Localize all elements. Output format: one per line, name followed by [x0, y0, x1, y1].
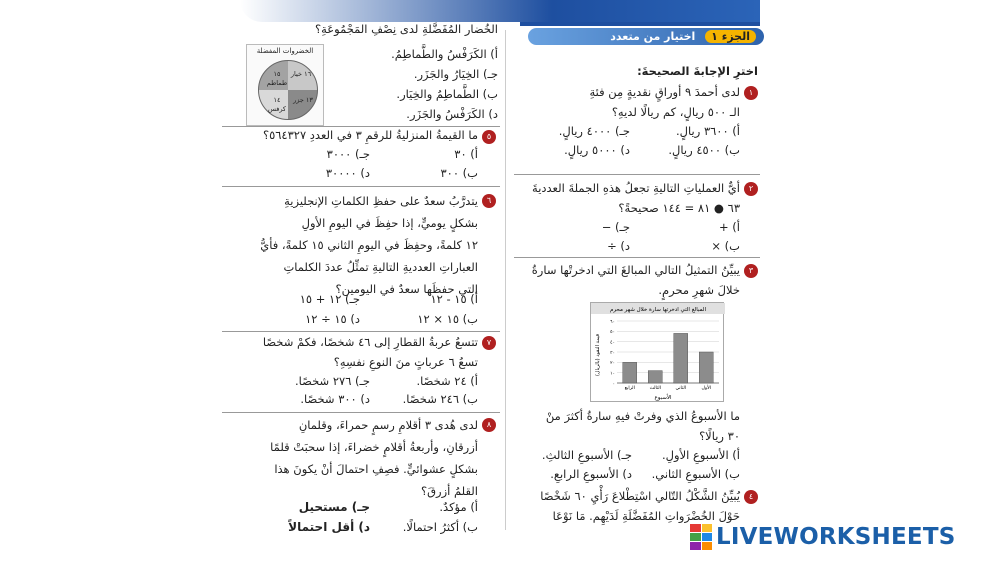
q1-option-d[interactable]: د) ٥٠٠٠ ريالٍ.	[564, 143, 630, 157]
q8-option-b[interactable]: ب) أكثرُ احتمالًا.	[402, 520, 478, 534]
q5-option-b[interactable]: ب) ٣٠٠	[440, 166, 478, 180]
q1-line: الـ ٥٠٠ ريالٍ، كم ريالًا لديهِ؟	[611, 105, 740, 119]
liveworksheets-logo	[690, 522, 955, 552]
chart-ytick-label: ٢٠	[610, 361, 615, 367]
q6-option-d[interactable]: د) ١٥ ÷ ١٢	[305, 312, 360, 326]
pie-slice-tomato: ١٥ طماطم	[266, 70, 288, 87]
q4-options	[330, 44, 498, 124]
q4-continuation	[228, 22, 498, 36]
q6-line: بشكلٍ يوميٍّ، إذا حفِظَ في اليومِ الأولِ	[301, 216, 478, 230]
q2-option-c[interactable]: جـ) −	[601, 220, 630, 234]
q6-option-c[interactable]: جـ) ١٢ + ١٥	[299, 292, 360, 306]
q3-option-a[interactable]: أ) الأسبوعِ الأولِ.	[662, 448, 740, 462]
top-banner-line	[520, 22, 760, 26]
column-divider	[505, 30, 506, 530]
q8-option-a[interactable]: أ) مؤكدٌ.	[439, 500, 478, 514]
q3-text	[514, 260, 740, 300]
q7-line: تتسعُ عربةُ القطارِ إلى ٤٦ شخصًا، فكمْ شخصًا	[262, 335, 478, 349]
q6-line: التي حفظَها سعدٌ في اليومين؟	[335, 282, 478, 296]
q1-number-badge: ١	[744, 86, 758, 100]
q5-option-d[interactable]: د) ٣٠٠٠٠	[325, 166, 370, 180]
q5-number-badge: ٥	[482, 130, 496, 144]
chart-category-label: الثاني	[675, 386, 687, 391]
chart-bar	[699, 352, 713, 383]
q6-line: ١٢ كلمةً، وحفِظَ في اليومِ الثاني ١٥ كلمةً، فأيُّ	[260, 238, 478, 252]
q1-line: لدى أحمدَ ٩ أوراقٍ نقديةٍ مِن فئةِ	[589, 85, 740, 99]
part-label: الجزء ١	[705, 30, 756, 43]
pie-slice-carrot: ١٣ جزر	[293, 96, 313, 104]
q4-line: يُبيِّنُ الشَّكْلُ التّالي اسْتِطْلاعَ رَأْيِ ٦٠ شَخْصًا	[540, 489, 740, 503]
q1-text	[520, 82, 740, 122]
divider	[222, 412, 500, 413]
section-header	[528, 28, 764, 45]
q7-option-a[interactable]: أ) ٢٤ شخصًا.	[416, 374, 478, 388]
chart-ytick-label: ٠	[612, 381, 615, 387]
q8-line: القلمُ أزرقَ؟	[421, 484, 478, 498]
q4-line: حَوْلَ الخُضْرَواتِ المُفَضَّلَةِ لَدَيْهِم. مَا نَوْعَا	[552, 509, 740, 523]
q5-text: ما القيمةُ المنزليةُ للرقمِ ٣ في العددِ ٥٦٤٣٢٧؟	[262, 128, 478, 142]
chart-title: المبالغ التي ادخرتها سارة خلال شهر محرم	[609, 307, 707, 313]
q3-option-c[interactable]: جـ) الأسبوعِ الثالثِ.	[541, 448, 632, 462]
chart-bar	[674, 333, 688, 383]
q2-text	[514, 178, 740, 218]
q1-option-b[interactable]: ب) ٤٥٠٠ ريالٍ.	[668, 143, 740, 157]
q3-question-line: ٣٠ ريالًا؟	[699, 429, 740, 443]
pie-slice-cucumber: ١٦ خيار	[290, 70, 312, 78]
chart-ytick-label: ٥٠	[610, 330, 615, 336]
chart-bar	[623, 362, 637, 383]
divider	[514, 174, 760, 175]
chart-category-label: الثالث	[649, 386, 661, 391]
chart-ytick-label: ٣٠	[610, 350, 615, 356]
q8-line: أزرقانِ، وأربعةُ أقلامٍ خضراءَ، إذا سحبَتْ قلمًا	[270, 440, 478, 454]
chart-category-label: الرابع	[624, 386, 635, 391]
q3-number-badge: ٣	[744, 264, 758, 278]
q3-option-b[interactable]: ب) الأسبوعِ الثاني.	[651, 467, 740, 481]
q8-option-c[interactable]: جـ) مستحيل	[298, 500, 370, 514]
q7-number-badge: ٧	[482, 336, 496, 350]
q1-option-c[interactable]: جـ) ٤٠٠٠ ريالٍ.	[558, 124, 630, 138]
q8-number-badge: ٨	[482, 418, 496, 432]
section-label: اختيار من متعدد	[610, 30, 696, 43]
instruction: اخترِ الإجابةَ الصحيحةَ:	[637, 64, 758, 78]
q3-line: خلالَ شهرِ محرمٍ.	[658, 283, 740, 297]
q7-text	[222, 332, 478, 372]
q4-question-end: الخُضار المُفَضَّلةِ لدى نِصْفِ المَجْمُوعَةِ؟	[315, 22, 498, 36]
q3-question-line: ما الأسبوعُ الذي وفرتْ فيهِ سارةُ أكثرَ منْ	[545, 409, 740, 423]
q6-line: العباراتِ العدديةِ التاليةِ تمثِّلُ عددَ الكلماتِ	[283, 260, 478, 274]
chart-ytick-label: ١٠	[610, 371, 615, 377]
q7-option-c[interactable]: جـ) ٢٧٦ شخصًا.	[294, 374, 370, 388]
pie-slice-celery: ١٤ كرفس	[267, 96, 287, 113]
q2-line: ٦٣ ● ٨١ = ١٤٤ صحيحةً؟	[618, 201, 740, 215]
q4-option-b[interactable]: ب) الطَّماطِمُ والخِيَار.	[396, 87, 498, 101]
q6-number-badge: ٦	[482, 194, 496, 208]
divider	[222, 186, 500, 187]
q1-option-a[interactable]: أ) ٣٦٠٠ ريالٍ.	[676, 124, 740, 138]
chart-xlabel: الأسبوع	[654, 395, 672, 401]
savings-chart	[590, 302, 724, 402]
q6-option-a[interactable]: أ) ١٥ - ١٢	[430, 292, 478, 306]
q3-line: يبيِّنُ التمثيلُ التالي المبالغَ التي ادخرتْها سارةُ	[531, 263, 740, 277]
top-banner	[240, 0, 760, 22]
q5-option-a[interactable]: أ) ٣٠	[454, 147, 478, 161]
q8-option-d[interactable]: د) أقل احتمالاً	[288, 520, 370, 534]
chart-bar	[648, 371, 662, 383]
q6-text	[222, 190, 478, 300]
q7-option-d[interactable]: د) ٣٠٠ شخصًا.	[300, 392, 370, 406]
divider	[514, 257, 760, 258]
q2-number-badge: ٢	[744, 182, 758, 196]
chart-category-label: الأول	[701, 386, 711, 391]
chart-ytick-label: ٦٠	[610, 319, 615, 325]
q7-line: تسعُ ٦ عرباتٍ منَ النوعِ نفسِهِ؟	[333, 355, 478, 369]
q4-option-c[interactable]: جـ) الخِيَارُ والجَزَر.	[413, 67, 498, 81]
q2-option-d[interactable]: د) ÷	[607, 239, 630, 253]
q4-number-badge: ٤	[744, 490, 758, 504]
q8-line: بشكلٍ عشوائيٍّ. فصِفِ احتمالَ أنْ يكونَ هذا	[274, 462, 478, 476]
q2-option-b[interactable]: ب) ×	[711, 239, 740, 253]
savings-chart-svg	[591, 303, 725, 403]
chart-ytick-label: ٤٠	[610, 340, 615, 346]
q5-option-c[interactable]: جـ) ٣٠٠٠	[326, 147, 370, 161]
q4-text	[514, 486, 740, 526]
q3-option-d[interactable]: د) الأسبوعِ الرابعِ.	[550, 467, 632, 481]
divider	[222, 126, 500, 127]
q3-question	[514, 406, 740, 446]
logo-text: LIVEWORKSHEETS	[716, 524, 956, 550]
logo-icon	[690, 524, 712, 550]
q8-text	[222, 414, 478, 502]
q2-line: أيٌّ العملياتِ التاليةِ تجعلُ هذهِ الجملةَ العدديةَ	[532, 181, 740, 195]
pie-title: الخضروات المفضلة	[256, 47, 314, 55]
q6-option-b[interactable]: ب) ١٥ × ١٢	[417, 312, 478, 326]
chart-ylabel: قيمة النقود (بالريال)	[595, 333, 601, 377]
q8-line: لدى هُدى ٣ أقلامِ رسمٍ حمراءَ، وقلمانِ	[298, 418, 478, 432]
q7-option-b[interactable]: ب) ٢٤٦ شخصًا.	[402, 392, 478, 406]
q4-option-a[interactable]: أ) الكَرَفْسُ والطَّماطِمُ.	[391, 47, 498, 61]
q4-option-d[interactable]: د) الكَرَفْسُ والجَزَر.	[406, 107, 498, 121]
q2-option-a[interactable]: أ) +	[719, 220, 740, 234]
q6-line: يتدرَّبُ سعدٌ على حفظِ الكلماتِ الإنجليزيةِ	[284, 194, 478, 208]
